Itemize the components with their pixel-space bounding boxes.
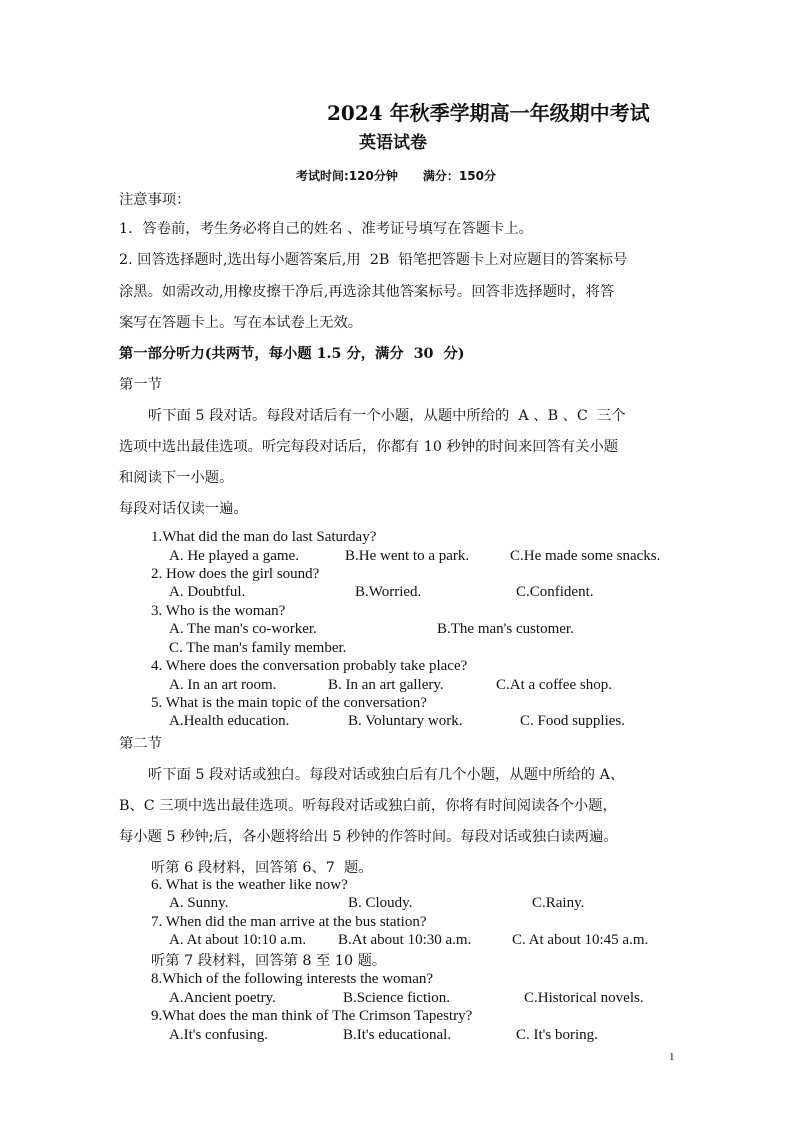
notes-item-2-line-1: 2. 回答选择题时,选出每小题答案后,用 2B 铅笔把答题卡上对应题目的答案标号 (119, 252, 628, 268)
question-4-option-b: B. In an art gallery. (328, 677, 444, 693)
part1-heading: 第一部分听力(共两节，每小题 1.5 分，满分 30 分) (119, 346, 465, 362)
question-3-option-b: B.The man's customer. (437, 621, 574, 637)
question-3: 3. Who is the woman? (151, 603, 286, 619)
section1-instruction-line-3: 和阅读下一小题。 (119, 470, 234, 486)
question-6-option-c: C.Rainy. (532, 895, 585, 911)
question-8-option-a: A.Ancient poetry. (169, 990, 276, 1006)
section2-instruction-line-1: 听下面 5 段对话或独白。每段对话或独白后有几个小题，从题中所给的 A、 (148, 767, 625, 783)
notes-heading: 注意事项： (119, 192, 191, 208)
exam-info: 考试时间:120分钟 满分：150分 (296, 169, 496, 183)
question-6: 6. What is the weather like now? (151, 877, 348, 893)
section1-instruction-line-4: 每段对话仅读一遍。 (119, 501, 248, 517)
question-2-option-a: A. Doubtful. (169, 584, 246, 600)
question-2-option-b: B.Worried. (355, 584, 422, 600)
question-7-option-a: A. At about 10:10 a.m. (169, 932, 307, 948)
exam-title: 2024 年秋季学期高一年级期中考试 (327, 101, 650, 125)
question-1-option-c: C.He made some snacks. (510, 548, 661, 564)
question-8-option-b: B.Science fiction. (343, 990, 451, 1006)
question-7-option-c: C. At about 10:45 a.m. (512, 932, 649, 948)
notes-item-2-line-2: 涂黑。如需改动,用橡皮擦干净后,再选涂其他答案标号。回答非选择题时，将答 (119, 284, 615, 300)
material-7-instruction: 听第 7 段材料，回答第 8 至 10 题。 (151, 953, 387, 969)
question-6-option-a: A. Sunny. (169, 895, 229, 911)
question-5-option-b: B. Voluntary work. (348, 713, 463, 729)
section2-instruction-line-3: 每小题 5 秒钟;后，各小题将给出 5 秒钟的作答时间。每段对话或独白读两遍。 (119, 829, 618, 845)
question-5-option-a: A.Health education. (169, 713, 290, 729)
question-5-option-c: C. Food supplies. (520, 713, 626, 729)
question-8-option-c: C.Historical novels. (524, 990, 644, 1006)
question-8: 8.Which of the following interests the woman? (151, 971, 434, 987)
material-6-instruction: 听第 6 段材料，回答第 6、7 题。 (151, 860, 373, 876)
notes-item-2-line-3: 案写在答题卡上。写在本试卷上无效。 (119, 315, 363, 331)
question-3-option-c: C. The man's family member. (169, 640, 347, 656)
question-5: 5. What is the main topic of the conversation? (151, 695, 427, 711)
section1-label: 第一节 (119, 377, 162, 393)
notes-item-1: 1．答卷前，考生务必将自己的姓名 、准考证号填写在答题卡上。 (119, 221, 533, 237)
exam-subtitle: 英语试卷 (359, 133, 427, 153)
question-1-option-b: B.He went to a park. (345, 548, 470, 564)
section1-instruction-line-1: 听下面 5 段对话。每段对话后有一个小题，从题中所给的 A 、B 、C 三个 (148, 408, 626, 424)
question-9-option-b: B.It's educational. (343, 1027, 452, 1043)
page-number: 1 (669, 1051, 675, 1063)
question-4-option-c: C.At a coffee shop. (496, 677, 612, 693)
question-7-option-b: B.At about 10:30 a.m. (338, 932, 472, 948)
section2-instruction-line-2: B、C 三项中选出最佳选项。听每段对话或独白前，你将有时间阅读各个小题， (119, 798, 617, 814)
question-2: 2. How does the girl sound? (151, 566, 320, 582)
question-4: 4. Where does the conversation probably take place? (151, 658, 468, 674)
question-6-option-b: B. Cloudy. (348, 895, 413, 911)
question-3-option-a: A. The man's co-worker. (169, 621, 317, 637)
question-4-option-a: A. In an art room. (169, 677, 277, 693)
question-9-option-c: C. It's boring. (516, 1027, 598, 1043)
question-1: 1.What did the man do last Saturday? (151, 529, 377, 545)
section2-label: 第二节 (119, 736, 162, 752)
question-7: 7. When did the man arrive at the bus station? (151, 914, 427, 930)
question-9: 9.What does the man think of The Crimson Tapestry? (151, 1008, 473, 1024)
question-2-option-c: C.Confident. (516, 584, 594, 600)
question-9-option-a: A.It's confusing. (169, 1027, 268, 1043)
question-1-option-a: A. He played a game. (169, 548, 299, 564)
section1-instruction-line-2: 选项中选出最佳选项。听完每段对话后，你都有 10 秒钟的时间来回答有关小题 (119, 439, 619, 455)
